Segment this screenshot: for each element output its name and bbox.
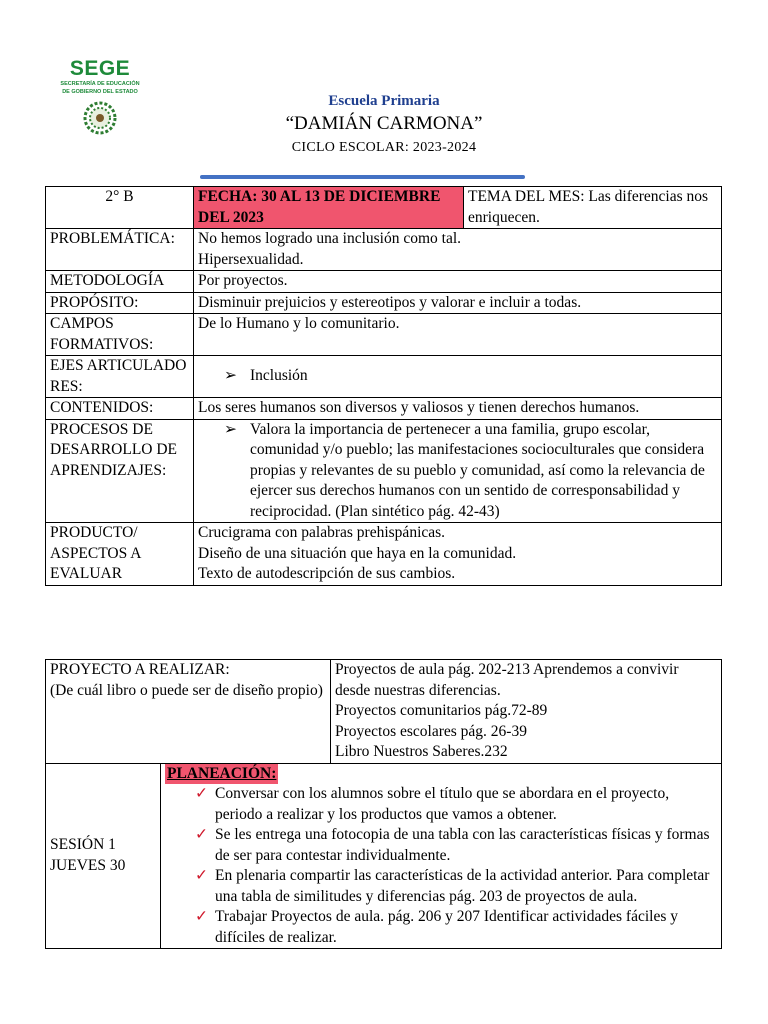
checkmark-icon: ✓ (195, 908, 208, 925)
logo-name: SEGE (69, 57, 131, 80)
row-value (194, 419, 722, 523)
planning-table (45, 186, 722, 586)
list-item: ✓ En plenaria compartir las características de la actividad anterior. Para completar una tabla de similitudes y diferencias pág. 203 de proyectos de aula. (195, 867, 710, 905)
list-item: Proyectos de aula pág. 202-213 Aprendemos a convivir desde nuestras diferencias. (335, 661, 679, 699)
product-line: Diseño de una situación que haya en la comunidad. (198, 544, 517, 562)
planeacion-cell (161, 763, 722, 949)
arrow-bullet-icon: ➢ (224, 367, 237, 385)
product-line: Crucigrama con palabras prehispánicas. (198, 524, 446, 541)
session-cell (46, 763, 161, 949)
project-list-cell (331, 660, 722, 764)
header-divider (200, 175, 525, 179)
table-row (46, 187, 722, 229)
school-name: “DAMIÁN CARMONA” (285, 113, 483, 134)
table-row (46, 398, 722, 420)
project-note: (De cuál libro o puede ser de diseño propio) (50, 681, 323, 699)
school-cycle: CICLO ESCOLAR: 2023-2024 (291, 140, 477, 155)
table-row (46, 523, 722, 586)
row-label: PRODUCTO/ ASPECTOS A EVALUAR (46, 523, 194, 586)
row-value: Los seres humanos son diversos y valiosos y tienen derechos humanos. (194, 398, 722, 420)
project-label-cell (46, 660, 331, 764)
row-label: PROBLEMÁTICA: (46, 229, 194, 271)
table-row (46, 660, 722, 764)
checkmark-icon: ✓ (195, 826, 208, 843)
row-value (194, 523, 722, 586)
session-number: SESIÓN 1 (50, 836, 116, 854)
row-label: CONTENIDOS: (46, 398, 194, 420)
list-item: ➢ Valora la importancia de pertenecer a una familia, grupo escolar, comunidad y/o pueblo; las manifestaciones socioculturales que considera propias y relevantes de su pueblo y comunidad, así como la relevancia de ejercer sus derechos humanos con un sentido de corresponsabilidad y reciprocidad. (Plan sintético pág. 42-43) (224, 420, 705, 520)
arrow-bullet-icon: ➢ (224, 420, 237, 438)
school-type: Escuela Primaria (328, 93, 440, 109)
row-value: Por proyectos. (194, 271, 722, 293)
product-line: Texto de autodescripción de sus cambios. (198, 565, 456, 582)
session-day: JUEVES 30 (50, 856, 126, 874)
grade-cell: 2° B (46, 187, 194, 229)
row-label: PROPÓSITO: (46, 292, 194, 314)
list-item: ✓ Trabajar Proyectos de aula. pág. 206 y 207 Identificar actividades fáciles y difíciles de realizar. (195, 908, 678, 946)
table-row (46, 229, 722, 271)
list-item: ✓ Conversar con los alumnos sobre el título que se abordara en el proyecto, periodo a realizar y los productos que vamos a obtener. (195, 785, 670, 823)
row-value: No hemos logrado una inclusión como tal. Hipersexualidad. (194, 229, 722, 271)
table-row (46, 292, 722, 314)
fecha-cell: FECHA: 30 AL 13 DE DICIEMBRE DEL 2023 (194, 187, 464, 229)
planeacion-title: PLANEACIÓN: (165, 764, 278, 785)
list-item: Libro Nuestros Saberes.232 (335, 743, 508, 760)
table-row (46, 356, 722, 398)
table-row (46, 419, 722, 523)
checkmark-icon: ✓ (195, 867, 208, 884)
list-item: Proyectos comunitarios pág.72-89 (335, 702, 548, 719)
row-value: Disminuir prejuicios y estereotipos y valorar e incluir a todas. (194, 292, 722, 314)
row-value: De lo Humano y lo comunitario. (194, 314, 722, 356)
project-label: PROYECTO A REALIZAR: (50, 661, 230, 678)
row-label: PROCESOS DE DESARROLLO DE APRENDIZAJES: (46, 419, 194, 523)
logo-subtitle-1: SECRETARÍA DE EDUCACIÓN (60, 81, 140, 87)
row-value (194, 356, 722, 398)
list-item: ➢ Inclusión (198, 366, 717, 387)
list-item: ✓ Se les entrega una fotocopia de una tabla con las características físicas y formas de ser para contestar individualmente. (195, 826, 710, 864)
table-row (46, 271, 722, 293)
table-row (46, 763, 722, 949)
row-label: EJES ARTICULADORES: (46, 356, 194, 398)
row-label: CAMPOS FORMATIVOS: (46, 314, 194, 356)
checkmark-icon: ✓ (195, 785, 208, 802)
row-label: METODOLOGÍA (46, 271, 194, 293)
project-table (45, 659, 722, 949)
tema-cell: TEMA DEL MES: Las diferencias nos enriquecen. (464, 187, 722, 229)
logo-subtitle-2: DE GOBIERNO DEL ESTADO (62, 88, 138, 95)
table-row (46, 314, 722, 356)
list-item: Proyectos escolares pág. 26-39 (335, 722, 527, 740)
